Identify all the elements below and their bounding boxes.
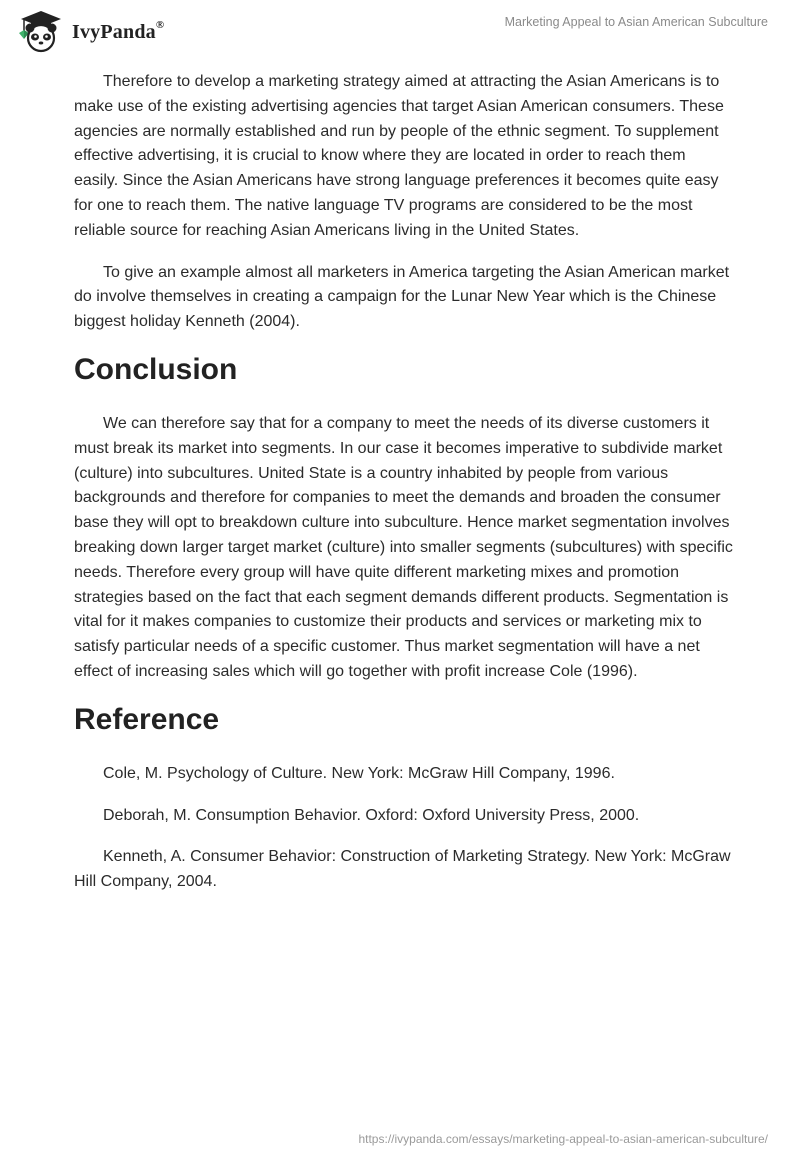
document-title: Marketing Appeal to Asian American Subculture [504,15,768,29]
page-header [0,0,800,60]
source-url-link[interactable]: https://ivypanda.com/essays/marketing-appeal-to-asian-american-subculture/ [358,1132,768,1146]
reference-heading: Reference [74,702,220,736]
conclusion-heading: Conclusion [74,352,238,386]
reference-item: Kenneth, A. Consumer Behavior: Construction of Marketing Strategy. New York: McGraw Hill Company, 2004. [74,848,731,891]
brand-logo[interactable] [14,9,164,53]
panda-graduate-icon [14,9,68,53]
body-paragraph: Therefore to develop a marketing strategy aimed at attracting the Asian Americans is to make use of the existing advertising agencies that target Asian American consumers. These agencies are normally established and run by people of the ethnic segment. To supplement effective advertising, it is crucial to know where they are located in order to reach them easily. Since the Asian Americans have strong language preferences it becomes quite easy for one to reach them. The native language TV programs are considered to be the most reliable source for reaching Asian Americans living in the United States. [74,73,724,239]
brand-name: IvyPanda® [72,18,165,43]
reference-item: Deborah, M. Consumption Behavior. Oxford: Oxford University Press, 2000. [103,806,640,824]
reference-item: Cole, M. Psychology of Culture. New York: McGraw Hill Company, 1996. [103,764,615,782]
article-body [74,70,734,912]
conclusion-paragraph: We can therefore say that for a company to meet the needs of its diverse customers it must break its market into segments. In our case it becomes imperative to subdivide market (culture) into subcultures. United State is a country inhabited by people from various backgrounds and therefore for companies to meet the demands and broaden the consumer base they will opt to breakdown culture into subculture. Hence market segmentation involves breaking down larger target market (culture) into smaller segments (subcultures) with specific needs. Therefore every group will have quite different marketing mixes and promotion strategies based on the fact that each segment demands different products. Segmentation is vital for it makes companies to customize their products and services or marketing mix to satisfy particular needs of a specific customer. Thus market segmentation will have a net effect of increasing sales which will go together with profit increase Cole (1996). [74,414,733,680]
body-paragraph: To give an example almost all marketers in America targeting the Asian American market do involve themselves in creating a campaign for the Lunar New Year which is the Chinese biggest holiday Kenneth (2004). [74,263,730,331]
